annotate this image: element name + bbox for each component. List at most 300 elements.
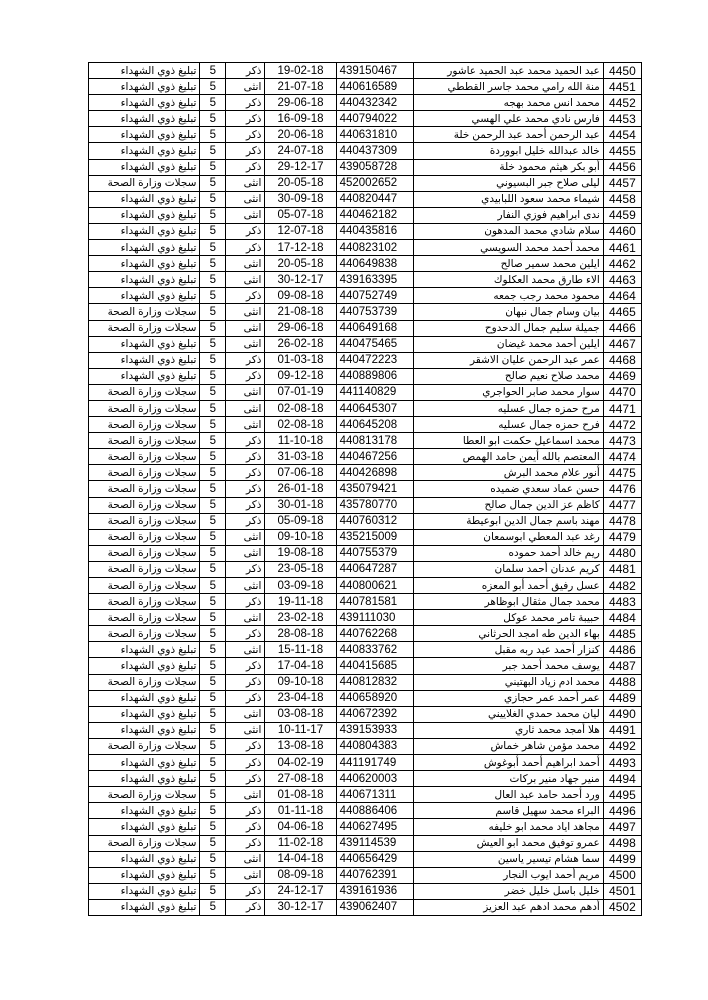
gender-cell: انثى — [226, 610, 265, 626]
row-number-cell: 4496 — [603, 803, 641, 819]
row-number-cell: 4494 — [603, 771, 641, 787]
count-cell: 5 — [200, 819, 226, 835]
source-cell: سجلات وزارة الصحة — [89, 320, 200, 336]
source-cell: تبليغ ذوي الشهداء — [89, 63, 200, 79]
row-number-cell: 4485 — [603, 626, 641, 642]
id-number-cell: 440886406 — [336, 803, 413, 819]
row-number-cell: 4471 — [603, 400, 641, 416]
count-cell: 5 — [200, 835, 226, 851]
gender-cell: انثى — [226, 867, 265, 883]
name-cell: محمد اسماعيل حكمت ابو العطا — [413, 433, 603, 449]
id-number-cell: 440645208 — [336, 417, 413, 433]
gender-cell: انثى — [226, 191, 265, 207]
count-cell: 5 — [200, 545, 226, 561]
source-cell: سجلات وزارة الصحة — [89, 513, 200, 529]
id-number-cell: 439163395 — [336, 272, 413, 288]
source-cell: تبليغ ذوي الشهداء — [89, 207, 200, 223]
birth-date-cell: 01-08-18 — [265, 787, 336, 803]
table-row — [89, 127, 642, 143]
table-row — [89, 594, 642, 610]
name-cell: منير جهاد منير بركات — [413, 771, 603, 787]
id-number-cell: 440760312 — [336, 513, 413, 529]
id-number-cell: 440800621 — [336, 578, 413, 594]
source-cell: تبليغ ذوي الشهداء — [89, 336, 200, 352]
id-number-cell: 440656429 — [336, 851, 413, 867]
name-cell: عمرو توفيق محمد ابو العيش — [413, 835, 603, 851]
row-number-cell: 4459 — [603, 207, 641, 223]
count-cell: 5 — [200, 481, 226, 497]
id-number-cell: 440781581 — [336, 594, 413, 610]
source-cell: تبليغ ذوي الشهداء — [89, 127, 200, 143]
count-cell: 5 — [200, 803, 226, 819]
birth-date-cell: 04-06-18 — [265, 819, 336, 835]
source-cell: تبليغ ذوي الشهداء — [89, 706, 200, 722]
name-cell: مجاهد اياد محمد ابو خليفه — [413, 819, 603, 835]
count-cell: 5 — [200, 722, 226, 738]
id-number-cell: 440645307 — [336, 400, 413, 416]
birth-date-cell: 03-08-18 — [265, 706, 336, 722]
source-cell: سجلات وزارة الصحة — [89, 497, 200, 513]
source-cell: تبليغ ذوي الشهداء — [89, 368, 200, 384]
source-cell: تبليغ ذوي الشهداء — [89, 223, 200, 239]
source-cell: تبليغ ذوي الشهداء — [89, 771, 200, 787]
count-cell: 5 — [200, 79, 226, 95]
table-row — [89, 883, 642, 899]
gender-cell: انثى — [226, 304, 265, 320]
gender-cell: انثى — [226, 578, 265, 594]
id-number-cell: 440671311 — [336, 787, 413, 803]
birth-date-cell: 21-08-18 — [265, 304, 336, 320]
source-cell: تبليغ ذوي الشهداء — [89, 272, 200, 288]
table-row — [89, 851, 642, 867]
source-cell: تبليغ ذوي الشهداء — [89, 867, 200, 883]
birth-date-cell: 17-04-18 — [265, 658, 336, 674]
count-cell: 5 — [200, 417, 226, 433]
name-cell: عسل رفيق أحمد أبو المعزه — [413, 578, 603, 594]
source-cell: تبليغ ذوي الشهداء — [89, 658, 200, 674]
source-cell: سجلات وزارة الصحة — [89, 835, 200, 851]
id-number-cell: 440804383 — [336, 738, 413, 754]
table-row — [89, 626, 642, 642]
name-cell: حسن عماد سعدي ضميده — [413, 481, 603, 497]
table-row — [89, 79, 642, 95]
id-number-cell: 439062407 — [336, 899, 413, 915]
birth-date-cell: 05-09-18 — [265, 513, 336, 529]
name-cell: محمود محمد رجب جمعه — [413, 288, 603, 304]
name-cell: محمد جمال مثقال ابوظاهر — [413, 594, 603, 610]
name-cell: كريم عدنان أحمد سلمان — [413, 561, 603, 577]
gender-cell: ذكر — [226, 899, 265, 915]
table-row — [89, 642, 642, 658]
name-cell: فرح حمزه جمال عسليه — [413, 417, 603, 433]
source-cell: تبليغ ذوي الشهداء — [89, 191, 200, 207]
birth-date-cell: 04-02-19 — [265, 755, 336, 771]
birth-date-cell: 21-07-18 — [265, 79, 336, 95]
name-cell: حبيبة تامر محمد عوكل — [413, 610, 603, 626]
table-row — [89, 867, 642, 883]
name-cell: هلا أمجد محمد ثاري — [413, 722, 603, 738]
id-number-cell: 440658920 — [336, 690, 413, 706]
id-number-cell: 440467256 — [336, 449, 413, 465]
source-cell: تبليغ ذوي الشهداء — [89, 755, 200, 771]
birth-date-cell: 26-02-18 — [265, 336, 336, 352]
name-cell: سوار محمد صابر الحواجري — [413, 384, 603, 400]
count-cell: 5 — [200, 449, 226, 465]
name-cell: عمر عبد الرحمن عليان الاشقر — [413, 352, 603, 368]
id-number-cell: 440755379 — [336, 545, 413, 561]
name-cell: كاظم عز الدين جمال صالح — [413, 497, 603, 513]
gender-cell: ذكر — [226, 738, 265, 754]
birth-date-cell: 29-06-18 — [265, 320, 336, 336]
birth-date-cell: 01-03-18 — [265, 352, 336, 368]
name-cell: أنور علام محمد البرش — [413, 465, 603, 481]
row-number-cell: 4453 — [603, 111, 641, 127]
table-row — [89, 899, 642, 915]
row-number-cell: 4483 — [603, 594, 641, 610]
id-number-cell: 440472223 — [336, 352, 413, 368]
row-number-cell: 4456 — [603, 159, 641, 175]
name-cell: محمد ادم زياد البهتيني — [413, 674, 603, 690]
table-row — [89, 706, 642, 722]
row-number-cell: 4461 — [603, 240, 641, 256]
id-number-cell: 435215009 — [336, 529, 413, 545]
row-number-cell: 4482 — [603, 578, 641, 594]
count-cell: 5 — [200, 433, 226, 449]
id-number-cell: 440833762 — [336, 642, 413, 658]
name-cell: رغد عبد المعطي ابوسمعان — [413, 529, 603, 545]
gender-cell: ذكر — [226, 63, 265, 79]
row-number-cell: 4464 — [603, 288, 641, 304]
table-row — [89, 191, 642, 207]
birth-date-cell: 20-05-18 — [265, 175, 336, 191]
table-row — [89, 159, 642, 175]
row-number-cell: 4458 — [603, 191, 641, 207]
gender-cell: ذكر — [226, 561, 265, 577]
source-cell: سجلات وزارة الصحة — [89, 175, 200, 191]
birth-date-cell: 19-08-18 — [265, 545, 336, 561]
source-cell: سجلات وزارة الصحة — [89, 626, 200, 642]
table-row — [89, 417, 642, 433]
birth-date-cell: 07-06-18 — [265, 465, 336, 481]
table-row — [89, 384, 642, 400]
count-cell: 5 — [200, 561, 226, 577]
id-number-cell: 440649168 — [336, 320, 413, 336]
table-row — [89, 175, 642, 191]
id-number-cell: 440794022 — [336, 111, 413, 127]
gender-cell: انثى — [226, 642, 265, 658]
table-row — [89, 63, 642, 79]
source-cell: سجلات وزارة الصحة — [89, 481, 200, 497]
table-row — [89, 771, 642, 787]
gender-cell: ذكر — [226, 449, 265, 465]
gender-cell: ذكر — [226, 127, 265, 143]
name-cell: مريم أحمد ايوب النجار — [413, 867, 603, 883]
source-cell: تبليغ ذوي الشهداء — [89, 240, 200, 256]
name-cell: جميلة سليم جمال الدحدوح — [413, 320, 603, 336]
count-cell: 5 — [200, 787, 226, 803]
table-row — [89, 433, 642, 449]
table-row — [89, 787, 642, 803]
count-cell: 5 — [200, 738, 226, 754]
birth-date-cell: 12-07-18 — [265, 223, 336, 239]
count-cell: 5 — [200, 368, 226, 384]
id-number-cell: 439161936 — [336, 883, 413, 899]
row-number-cell: 4451 — [603, 79, 641, 95]
row-number-cell: 4479 — [603, 529, 641, 545]
row-number-cell: 4469 — [603, 368, 641, 384]
birth-date-cell: 13-08-18 — [265, 738, 336, 754]
records-table-body — [89, 63, 642, 916]
name-cell: يوسف محمد أحمد جبر — [413, 658, 603, 674]
gender-cell: ذكر — [226, 594, 265, 610]
gender-cell: ذكر — [226, 368, 265, 384]
name-cell: سما هشام تيسير ياسين — [413, 851, 603, 867]
gender-cell: ذكر — [226, 690, 265, 706]
id-number-cell: 440627495 — [336, 819, 413, 835]
birth-date-cell: 24-12-17 — [265, 883, 336, 899]
table-row — [89, 256, 642, 272]
birth-date-cell: 10-11-17 — [265, 722, 336, 738]
table-row — [89, 352, 642, 368]
row-number-cell: 4492 — [603, 738, 641, 754]
gender-cell: ذكر — [226, 95, 265, 111]
row-number-cell: 4488 — [603, 674, 641, 690]
count-cell: 5 — [200, 288, 226, 304]
name-cell: بهاء الدين طه امجد الحرثاني — [413, 626, 603, 642]
table-row — [89, 304, 642, 320]
name-cell: عمر أحمد عمر حجازي — [413, 690, 603, 706]
row-number-cell: 4457 — [603, 175, 641, 191]
id-number-cell: 440437309 — [336, 143, 413, 159]
records-table — [88, 62, 642, 916]
name-cell: عبد الحميد محمد عبد الحميد عاشور — [413, 63, 603, 79]
source-cell: تبليغ ذوي الشهداء — [89, 803, 200, 819]
source-cell: سجلات وزارة الصحة — [89, 578, 200, 594]
table-row — [89, 111, 642, 127]
id-number-cell: 439111030 — [336, 610, 413, 626]
id-number-cell: 440616589 — [336, 79, 413, 95]
count-cell: 5 — [200, 352, 226, 368]
count-cell: 5 — [200, 191, 226, 207]
id-number-cell: 441191749 — [336, 755, 413, 771]
birth-date-cell: 02-08-18 — [265, 417, 336, 433]
count-cell: 5 — [200, 175, 226, 191]
birth-date-cell: 09-08-18 — [265, 288, 336, 304]
birth-date-cell: 16-09-18 — [265, 111, 336, 127]
table-row — [89, 368, 642, 384]
id-number-cell: 440820447 — [336, 191, 413, 207]
row-number-cell: 4473 — [603, 433, 641, 449]
table-row — [89, 722, 642, 738]
row-number-cell: 4474 — [603, 449, 641, 465]
row-number-cell: 4454 — [603, 127, 641, 143]
id-number-cell: 440432342 — [336, 95, 413, 111]
table-row — [89, 207, 642, 223]
id-number-cell: 440435816 — [336, 223, 413, 239]
table-row — [89, 755, 642, 771]
table-row — [89, 400, 642, 416]
row-number-cell: 4468 — [603, 352, 641, 368]
row-number-cell: 4480 — [603, 545, 641, 561]
table-row — [89, 465, 642, 481]
gender-cell: ذكر — [226, 240, 265, 256]
gender-cell: ذكر — [226, 223, 265, 239]
birth-date-cell: 28-08-18 — [265, 626, 336, 642]
table-row — [89, 336, 642, 352]
source-cell: سجلات وزارة الصحة — [89, 529, 200, 545]
count-cell: 5 — [200, 513, 226, 529]
id-number-cell: 440462182 — [336, 207, 413, 223]
source-cell: سجلات وزارة الصحة — [89, 674, 200, 690]
table-row — [89, 95, 642, 111]
count-cell: 5 — [200, 465, 226, 481]
id-number-cell: 439058728 — [336, 159, 413, 175]
name-cell: محمد أحمد محمد السويسي — [413, 240, 603, 256]
count-cell: 5 — [200, 578, 226, 594]
source-cell: سجلات وزارة الصحة — [89, 384, 200, 400]
gender-cell: انثى — [226, 545, 265, 561]
row-number-cell: 4472 — [603, 417, 641, 433]
row-number-cell: 4463 — [603, 272, 641, 288]
id-number-cell: 440672392 — [336, 706, 413, 722]
birth-date-cell: 20-05-18 — [265, 256, 336, 272]
row-number-cell: 4487 — [603, 658, 641, 674]
row-number-cell: 4452 — [603, 95, 641, 111]
id-number-cell: 440813178 — [336, 433, 413, 449]
id-number-cell: 440631810 — [336, 127, 413, 143]
count-cell: 5 — [200, 626, 226, 642]
count-cell: 5 — [200, 256, 226, 272]
name-cell: مرح حمزه جمال عسليه — [413, 400, 603, 416]
count-cell: 5 — [200, 304, 226, 320]
table-row — [89, 610, 642, 626]
count-cell: 5 — [200, 594, 226, 610]
gender-cell: ذكر — [226, 883, 265, 899]
source-cell: تبليغ ذوي الشهداء — [89, 722, 200, 738]
gender-cell: انثى — [226, 706, 265, 722]
row-number-cell: 4490 — [603, 706, 641, 722]
source-cell: تبليغ ذوي الشهداء — [89, 256, 200, 272]
name-cell: كنزار أحمد عبد ربه مقبل — [413, 642, 603, 658]
birth-date-cell: 27-08-18 — [265, 771, 336, 787]
source-cell: سجلات وزارة الصحة — [89, 561, 200, 577]
table-row — [89, 288, 642, 304]
row-number-cell: 4497 — [603, 819, 641, 835]
source-cell: تبليغ ذوي الشهداء — [89, 899, 200, 915]
source-cell: تبليغ ذوي الشهداء — [89, 143, 200, 159]
source-cell: تبليغ ذوي الشهداء — [89, 819, 200, 835]
table-row — [89, 674, 642, 690]
source-cell: تبليغ ذوي الشهداء — [89, 79, 200, 95]
name-cell: محمد انس محمد بهجه — [413, 95, 603, 111]
count-cell: 5 — [200, 384, 226, 400]
count-cell: 5 — [200, 642, 226, 658]
id-number-cell: 440647287 — [336, 561, 413, 577]
row-number-cell: 4478 — [603, 513, 641, 529]
birth-date-cell: 03-09-18 — [265, 578, 336, 594]
row-number-cell: 4450 — [603, 63, 641, 79]
source-cell: تبليغ ذوي الشهداء — [89, 288, 200, 304]
count-cell: 5 — [200, 690, 226, 706]
gender-cell: انثى — [226, 272, 265, 288]
source-cell: سجلات وزارة الصحة — [89, 400, 200, 416]
name-cell: خليل باسل خليل خضر — [413, 883, 603, 899]
count-cell: 5 — [200, 272, 226, 288]
birth-date-cell: 01-11-18 — [265, 803, 336, 819]
row-number-cell: 4466 — [603, 320, 641, 336]
gender-cell: انثى — [226, 207, 265, 223]
name-cell: أدهم محمد ادهم عبد العزيز — [413, 899, 603, 915]
source-cell: سجلات وزارة الصحة — [89, 449, 200, 465]
count-cell: 5 — [200, 610, 226, 626]
row-number-cell: 4475 — [603, 465, 641, 481]
row-number-cell: 4462 — [603, 256, 641, 272]
name-cell: محمد صلاح نعيم صالح — [413, 368, 603, 384]
id-number-cell: 440620003 — [336, 771, 413, 787]
gender-cell: ذكر — [226, 497, 265, 513]
id-number-cell: 440812832 — [336, 674, 413, 690]
name-cell: البراء محمد سهيل قاسم — [413, 803, 603, 819]
id-number-cell: 440415685 — [336, 658, 413, 674]
name-cell: ريم خالد أحمد حموده — [413, 545, 603, 561]
gender-cell: ذكر — [226, 755, 265, 771]
birth-date-cell: 31-03-18 — [265, 449, 336, 465]
row-number-cell: 4465 — [603, 304, 641, 320]
gender-cell: ذكر — [226, 352, 265, 368]
row-number-cell: 4489 — [603, 690, 641, 706]
birth-date-cell: 09-10-18 — [265, 674, 336, 690]
row-number-cell: 4470 — [603, 384, 641, 400]
count-cell: 5 — [200, 899, 226, 915]
gender-cell: انثى — [226, 320, 265, 336]
gender-cell: ذكر — [226, 771, 265, 787]
count-cell: 5 — [200, 755, 226, 771]
gender-cell: انثى — [226, 79, 265, 95]
table-row — [89, 561, 642, 577]
row-number-cell: 4501 — [603, 883, 641, 899]
table-row — [89, 578, 642, 594]
birth-date-cell: 08-09-18 — [265, 867, 336, 883]
row-number-cell: 4455 — [603, 143, 641, 159]
gender-cell: ذكر — [226, 674, 265, 690]
name-cell: ايلين محمد سمير صالح — [413, 256, 603, 272]
gender-cell: انثى — [226, 417, 265, 433]
id-number-cell: 440762268 — [336, 626, 413, 642]
birth-date-cell: 09-10-18 — [265, 529, 336, 545]
count-cell: 5 — [200, 883, 226, 899]
name-cell: الاء طارق محمد العكلوك — [413, 272, 603, 288]
count-cell: 5 — [200, 400, 226, 416]
birth-date-cell: 02-08-18 — [265, 400, 336, 416]
id-number-cell: 440475465 — [336, 336, 413, 352]
id-number-cell: 439114539 — [336, 835, 413, 851]
birth-date-cell: 20-06-18 — [265, 127, 336, 143]
id-number-cell: 440889806 — [336, 368, 413, 384]
table-row — [89, 240, 642, 256]
table-row — [89, 513, 642, 529]
id-number-cell: 435079421 — [336, 481, 413, 497]
row-number-cell: 4495 — [603, 787, 641, 803]
row-number-cell: 4467 — [603, 336, 641, 352]
birth-date-cell: 07-01-19 — [265, 384, 336, 400]
name-cell: عبد الرحمن أحمد عبد الرحمن خلة — [413, 127, 603, 143]
id-number-cell: 440753739 — [336, 304, 413, 320]
source-cell: تبليغ ذوي الشهداء — [89, 159, 200, 175]
table-row — [89, 320, 642, 336]
count-cell: 5 — [200, 240, 226, 256]
table-row — [89, 497, 642, 513]
table-row — [89, 481, 642, 497]
